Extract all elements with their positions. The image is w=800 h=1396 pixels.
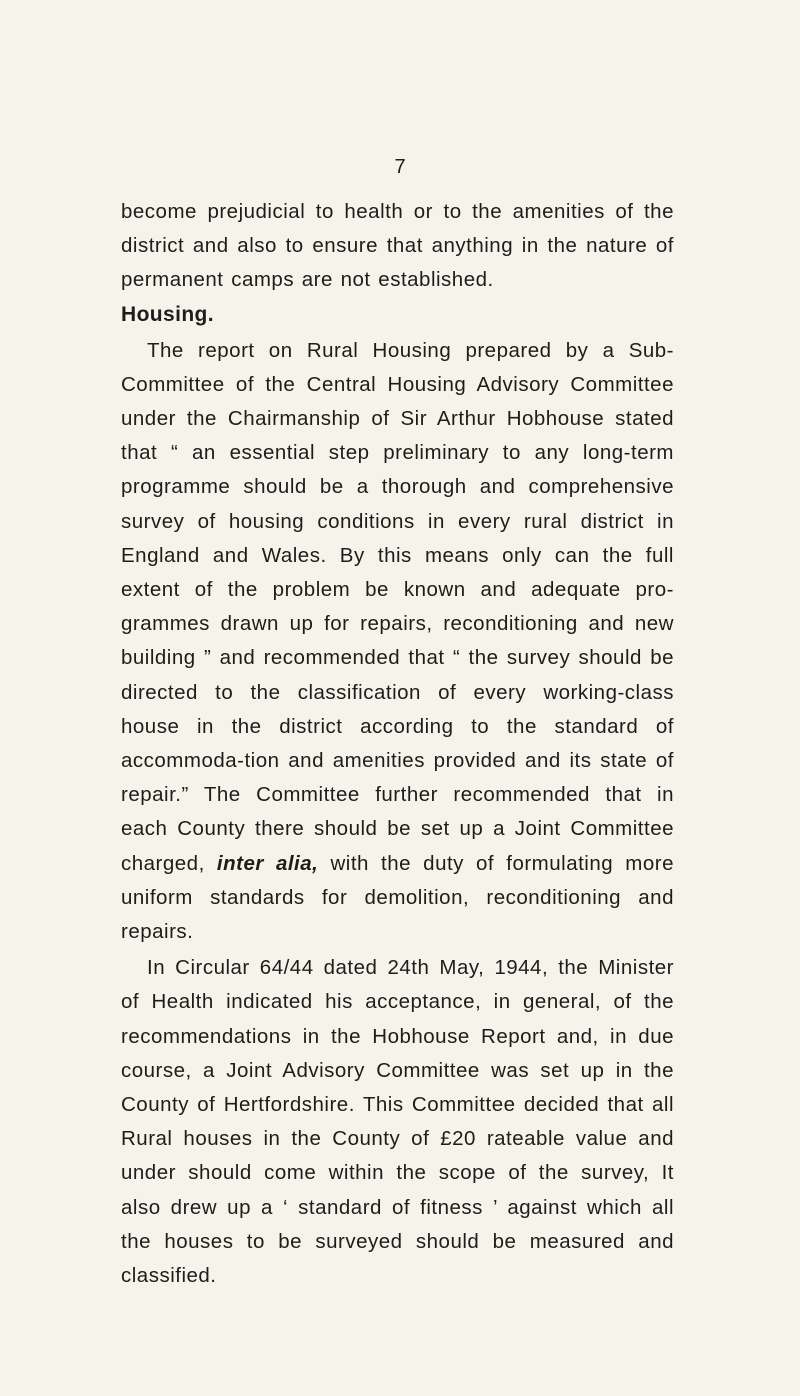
housing-paragraph-1-text-b: with the duty of formulating more uniform standards for demolition, reconditioning and repairs.: [121, 851, 674, 944]
inter-alia-italic: inter alia,: [216, 851, 319, 875]
housing-paragraph-2: In Circular 64/44 dated 24th May, 1944, the Minister of Health indicated his acceptance, in general, of the recommendations in the Hobhouse Report and, in due course, a Joint Advisory Committee was set up in the County of Hertfordshire. This Committee decided that all Rural houses in the County of £20 rateable value and under should come within the scope of the survey, It also drew up a ‘ standard of fitness ’ against which all the houses to be surveyed should be measured and classified.: [121, 956, 674, 1288]
section-heading-housing: Housing.: [121, 302, 215, 326]
housing-paragraph-1-text-a: The report on Rural Housing prepared by a Sub-Committee of the Central Housing Advisory Committee under the Chairmanship of Sir Arthur Hobhouse stated that “ an essential step preliminary to any long-term programme should be a thorough and comprehensive survey of housing conditions in every rural district in England and Wales. By this means only can the full extent of the problem be known and adequate pro-grammes drawn up for repairs, reconditioning and new building ” and recommended that “ the survey should be directed to the classification of every working-class house in the district according to the standard of accommoda-tion and amenities provided and its state of repair.” The Committee further recommended that in each County there should be set up a Joint Committee charged,: [121, 338, 674, 875]
continuation-paragraph: become prejudicial to health or to the amenities of the district and also to ensure that anything in the nature of permanent camps are not established.: [121, 200, 674, 292]
page-content: [121, 195, 674, 1293]
page-number: 7: [394, 156, 406, 178]
housing-paragraph-1: [121, 334, 674, 950]
